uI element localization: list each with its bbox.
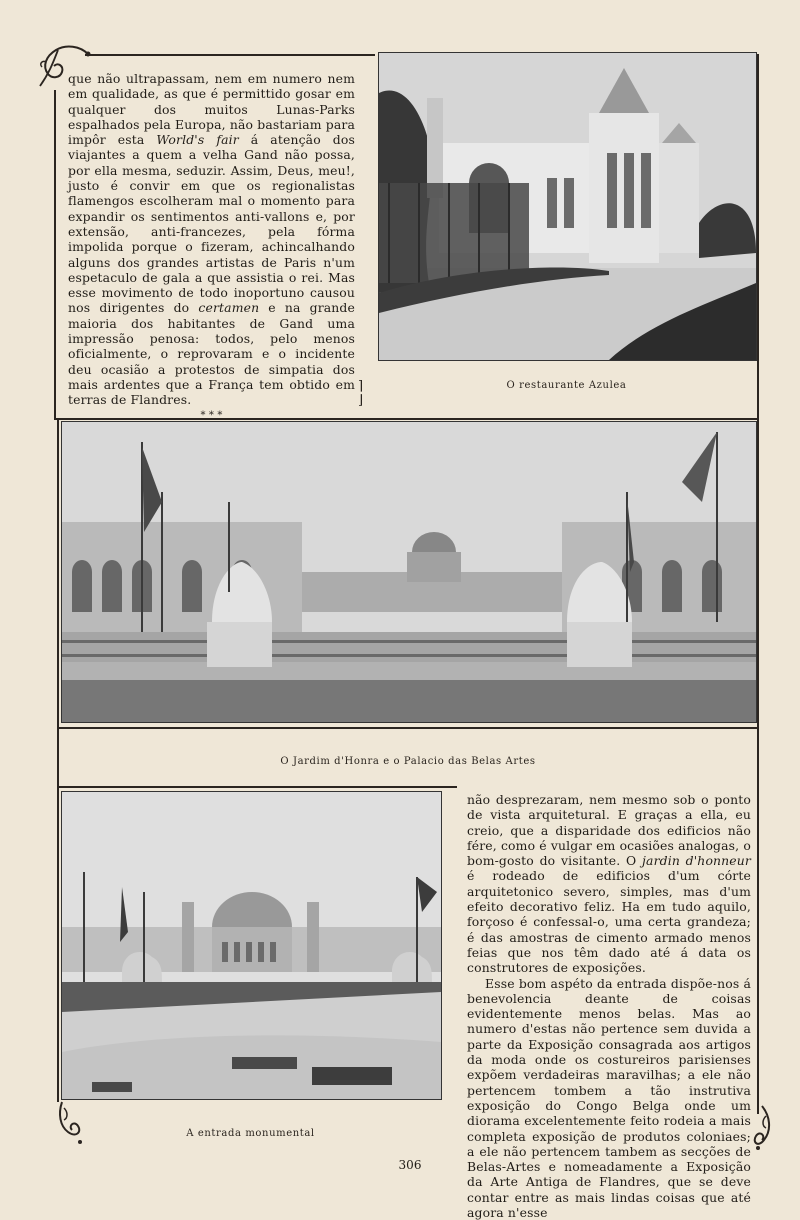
- text-bottom-paragraph-2: Esse bom aspéto da entrada dispõe-nos á benevolencia deante de coisas evidentemente menos belas. Mas ao numero d'estas não pertence sem duvida a parte da Exposição consagrada aos artigos da moda onde os costureiros parisienses expõem verdadeiras maravilhas; a ele não pertencem tombem a tão instrutiva exposição do Congo Belga onde um diorama excelentemente feito rodeia a mais completa exposição de produtos coloniaes; a ele não pertencem tambem as secções de Belas-Artes e nomeadamente a Exposição da Arte Antiga de Flandres, que se deve contar entre as mais lindas coisas que até agora n'esse: [467, 975, 751, 1220]
- ornament-bottom-right: [748, 1102, 776, 1154]
- caption-jardim: O Jardim d'Honra e o Palacio das Belas Artes: [280, 756, 536, 767]
- frame-right-rule: [757, 54, 759, 1114]
- page-number: 306: [398, 1158, 422, 1172]
- text-top-italic-2: certamen: [198, 300, 260, 316]
- article-text-bottom: [467, 792, 751, 1220]
- frame-divider-3: [57, 786, 457, 788]
- frame-left-rule-bottom: [57, 786, 59, 1102]
- photo-restaurant-azulea: [378, 52, 757, 361]
- text-bottom-italic-1: jardin d'honneur: [642, 853, 751, 869]
- frame-divider-2: [57, 727, 758, 729]
- frame-left-rule-mid: [57, 418, 59, 803]
- frame-top-rule: [85, 54, 375, 56]
- caption-restaurant: O restaurante Azulea: [506, 380, 627, 391]
- text-bottom-part-2: é rodeado de edificios d'um córte arquitetonico severo, simples, mas d'um efeito decorativo feliz. Ha em tudo aquilo, forçoso é confessal-o, uma certa grandeza; é das amostras de cimento armado menos feias que nos têm dado até á data os construtores de exposições.: [467, 868, 751, 976]
- section-stars: * * *: [200, 409, 223, 421]
- text-bottom-part-1: não desprezaram, nem mesmo sob o ponto de vista arquitetural. E graças a ella, eu creio, que a disparidade dos edificios não fére, como é vulgar em ocasiões analogas, o bom-gosto do visitante. O: [467, 792, 751, 869]
- text-top-part-3: e na grande maioria dos habitantes de Gand uma impressão penosa: todos, pelo menos oficialmente, o reprovaram e o incidente deu ocasião a protestos de simpatia dos mais ardentes que a França tem obtido em terras de Flandres.: [68, 300, 355, 408]
- ornament-bottom-left: [56, 1098, 86, 1148]
- frame-left-rule-top: [54, 90, 56, 420]
- caption-entrada: A entrada monumental: [186, 1128, 315, 1139]
- text-top-italic-1: World's fair: [156, 132, 239, 148]
- photo-entrada-monumental: [61, 791, 442, 1100]
- article-text-top: [68, 71, 355, 456]
- photo-jardim-honra: [61, 421, 757, 723]
- text-top-part-1: que não ultrapassam, nem em numero nem em qualidade, as que é permittido gosar em qualquer dos muitos Lunas-Parks espalhados pela Europa, não bastariam para impôr esta: [68, 71, 355, 148]
- text-top-part-2: á atenção dos viajantes a quem a velha Gand não possa, por ella mesma, seduzir. Assim, Deus, meu!, justo é convir em que os regionalistas flamengos escolheram mal o momento para expandir os sentimentos anti-vallons e, por extensão, anti-francezes, pela fórma impolida porque o fizeram, achincalhando alguns dos grandes artistas de Paris n'um espetaculo de gala a que assistia o rei. Mas esse movimento de todo inoportuno causou nos dirigentes do: [68, 132, 355, 316]
- continuation-bracket: ⌉ ⌋: [358, 379, 364, 408]
